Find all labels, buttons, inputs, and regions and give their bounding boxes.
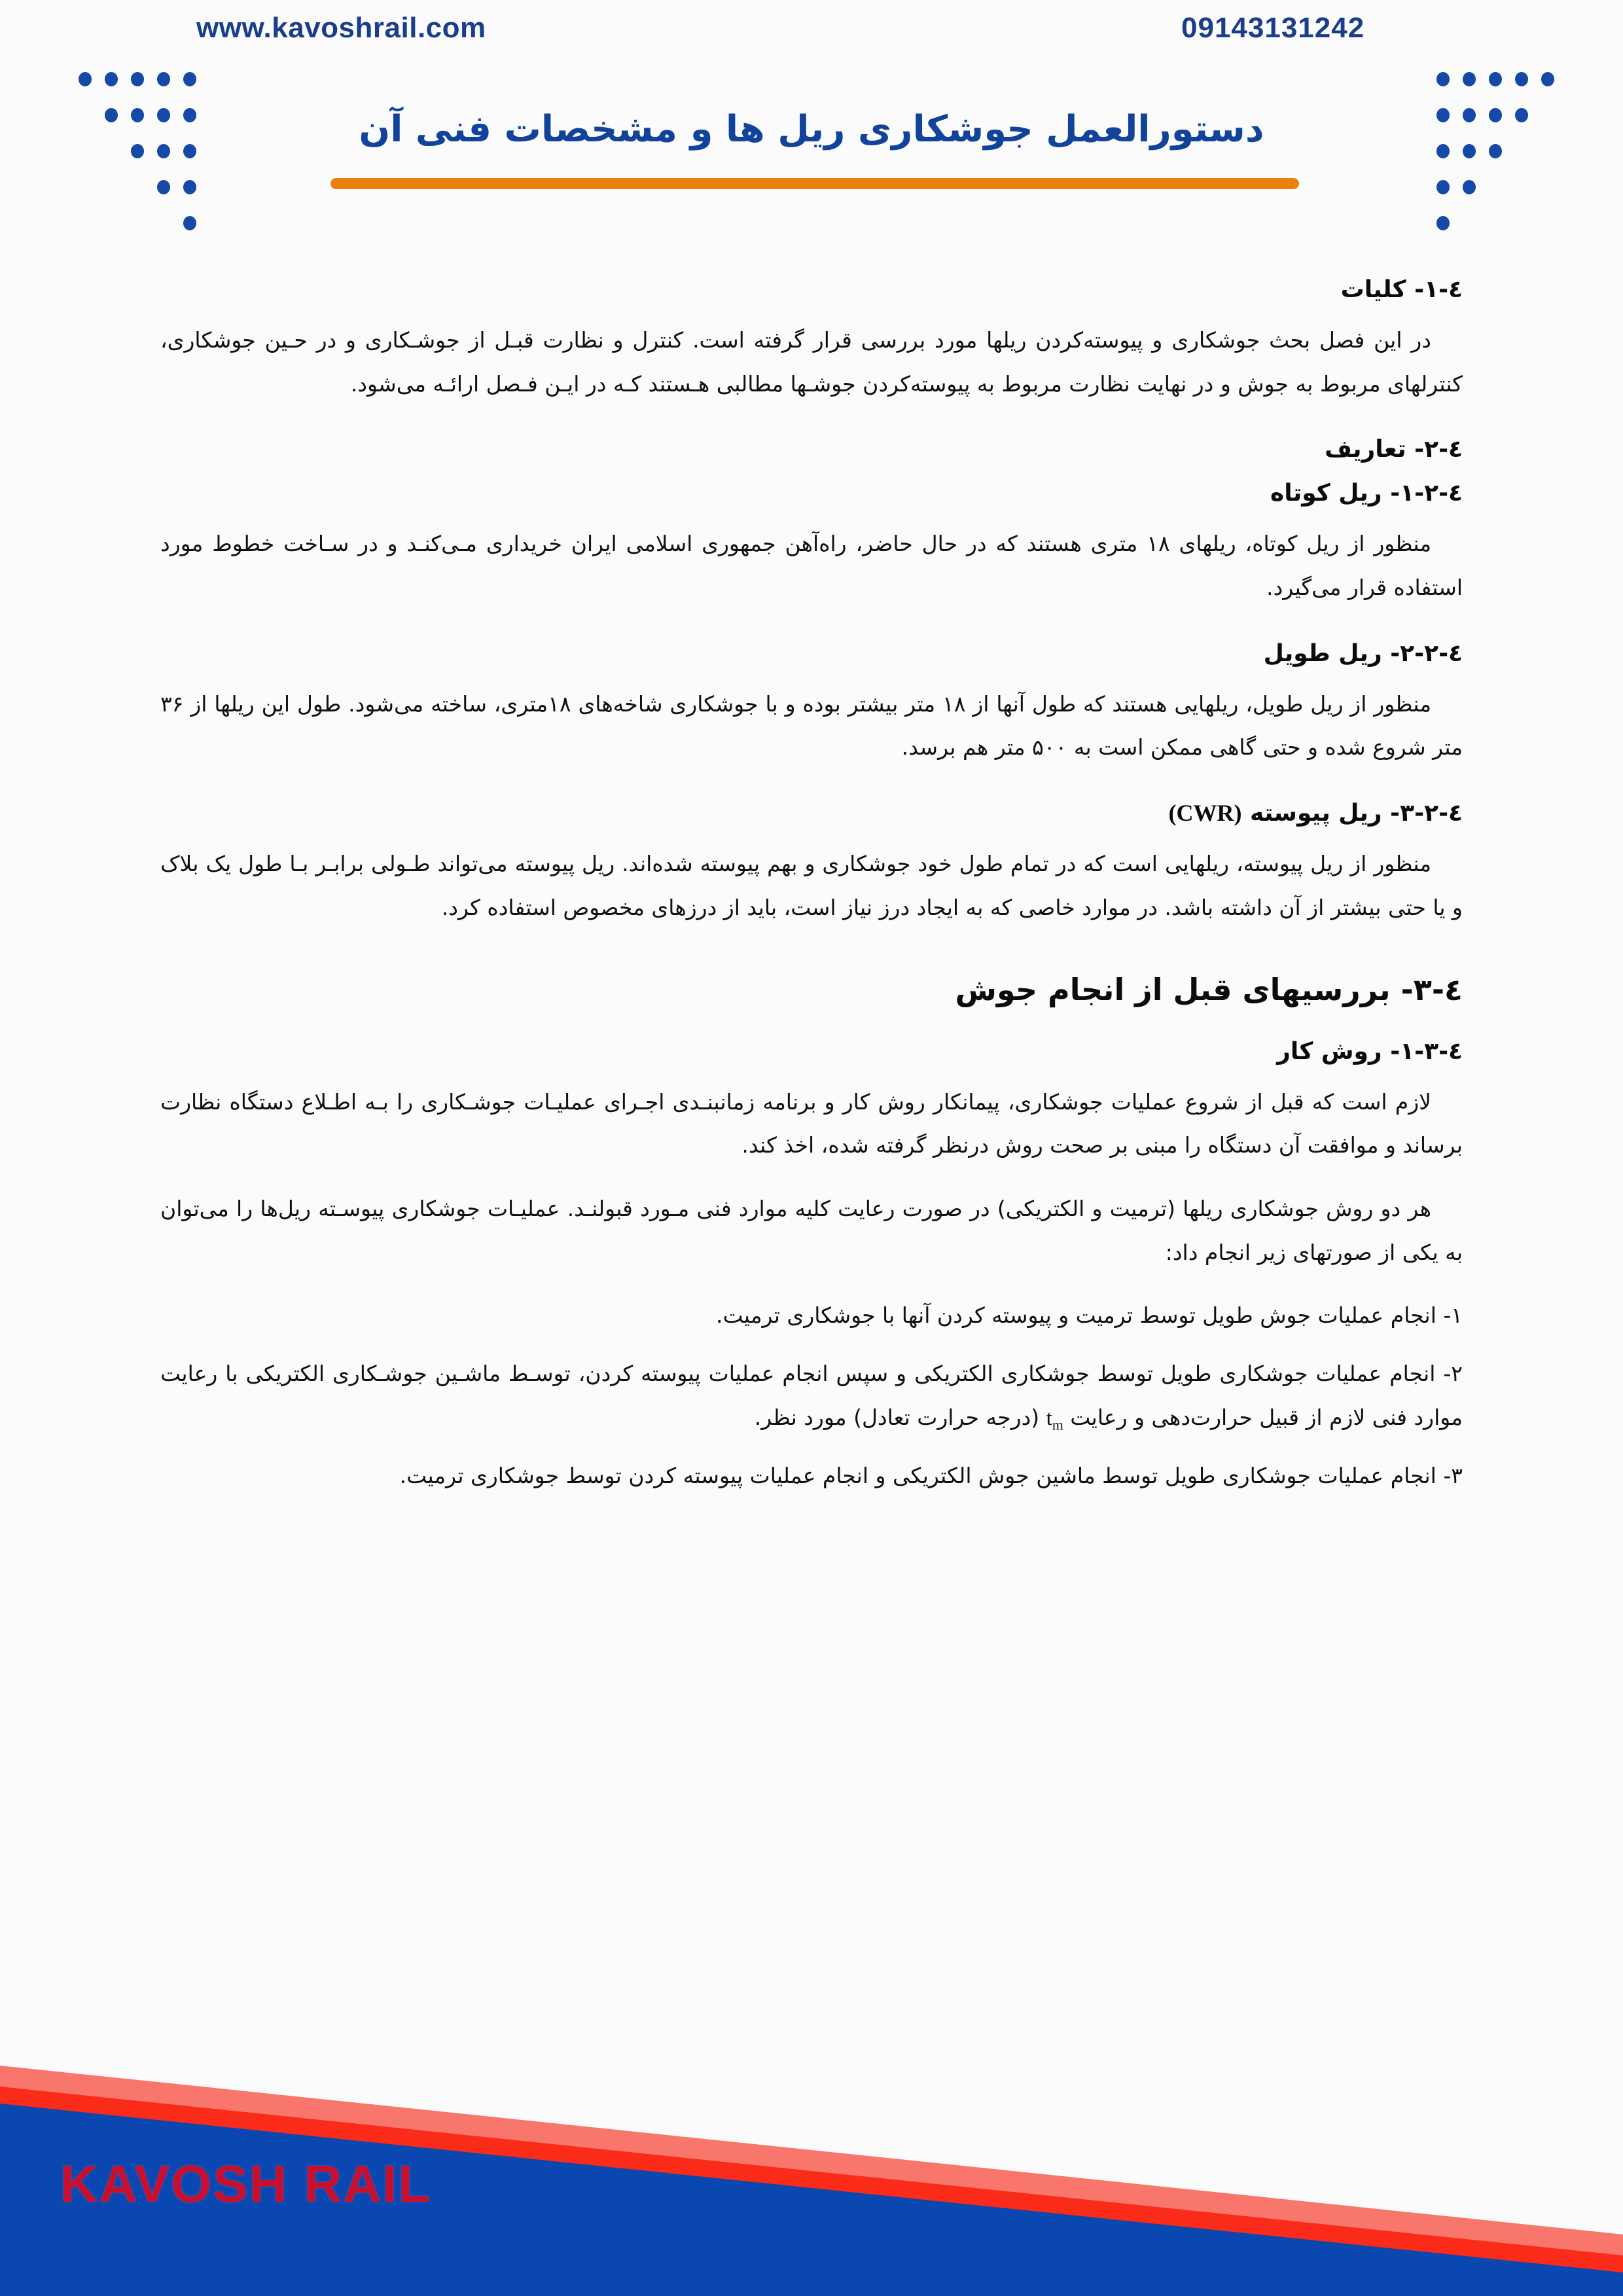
paragraph-4-1: در این فصل بحث جوشکاری و پیوسته‌کردن ریلها مورد بررسی قرار گرفته است. کنترل و نظارت قبـل از جوشـکاری و در حـین جوشکاری، کنترلهای مربوط به جوش و در نهایت نظارت مربوط به پیوسته‌کردن جوشـها مطالبی هـستند کـه در ایـن فـصل ارائـه می‌شود. [160,327,1463,397]
dot-row [1436,216,1600,252]
decorative-dots-left [33,72,196,252]
symbol-subscript: m [1052,1417,1063,1433]
list-item-text: انجام عملیات جوشکاری طویل توسط جوشکاری الکتریکی و سپس انجام عملیات پیوسته کردن، توسـط ماشـین جوشـکاری الکتریکی با رعایت موارد فنی لازم از قبیل حرارت‌دهی و رعایت [160,1361,1463,1430]
spacer [160,425,1463,435]
dot-icon [157,72,170,86]
dot-icon [1463,72,1476,86]
heading-4-2-3-abbr: (CWR) [1168,799,1242,826]
list-item-text: انجام عملیات جوشکاری طویل توسط ماشین جوش الکتریکی و انجام عملیات پیوسته کردن توسط جوشکاری ترمیت. [399,1463,1436,1489]
list-item-number: ۲- [1435,1361,1463,1387]
footer-brand-logo: KAVOSH RAIL [60,2155,432,2213]
paragraph-4-2-2: منظور از ریل طویل، ریلهایی هستند که طول آنها از ۱۸ متر بیشتر بوده و با جوشکاری شاخه‌های ۱۸متری، ساخته می‌شود. طول این ریلها از ۳۶ متر شروع شده و حتی گاهی ممکن است به ۵۰۰ متر هم برسد. [160,691,1463,761]
dot-row [33,216,196,252]
dot-icon [183,180,196,194]
spacer [160,630,1463,639]
footer-graphic [0,1995,1623,2296]
document-body [160,275,1463,1513]
dot-icon [157,180,170,194]
decorative-dots-right [1436,72,1600,252]
dot-icon [131,72,144,86]
title-underline-rule [330,178,1299,189]
dot-icon [183,216,196,230]
dot-icon [1436,180,1450,194]
welding-methods-list [160,1294,1463,1498]
heading-4-2-1-short-rail: ٤-٢-١- ریل کوتاه [1270,480,1463,507]
page-footer [0,1995,1623,2296]
paragraph-4-3-1-b: هر دو روش جوشکاری ریلها (ترمیت و الکتریکی) در صورت رعایت کلیه موارد فنی مـورد قبولنـد. عملیـات جوشکاری پیوسـته ریل‌ها را می‌توان به یکی از صورتهای زیر انجام داد: [160,1196,1463,1265]
heading-4-3-pre-weld-checks: ٤-٣- بررسیهای قبل از انجام جوش [955,972,1463,1008]
dot-icon [183,72,196,86]
dot-row [1436,72,1600,108]
dot-row [1436,180,1600,216]
heading-4-2-2-long-rail: ٤-٢-٢- ریل طویل [1263,639,1463,667]
header-phone-number[interactable]: 09143131242 [1181,12,1365,44]
heading-4-2-definitions: ٤-٢- تعاریف [1325,436,1463,463]
heading-4-1-generalities: ٤-١- کلیات [1340,276,1463,303]
list-item-number: ۱- [1436,1302,1463,1329]
spacer [160,949,1463,971]
dot-icon [1541,72,1554,86]
list-item [160,1294,1463,1338]
document-title: دستورالعمل جوشکاری ریل ها و مشخصات فنی آن [359,108,1264,151]
dot-icon [1515,72,1528,86]
spacer [160,1028,1463,1037]
list-item [160,1352,1463,1440]
list-item-text: انجام عملیات جوش طویل توسط ترمیت و پیوسته کردن آنها با جوشکاری ترمیت. [716,1302,1436,1329]
heading-4-2-3-label: ٤-٢-٣- ریل پیوسته [1250,799,1463,827]
list-item-text-tail: (درجه حرارت تعادل) مورد نظر. [754,1404,1046,1430]
heading-4-3-1-work-method: ٤-٣-١- روش کار [1277,1037,1463,1065]
dot-icon [1463,180,1476,194]
dot-icon [79,72,92,86]
dot-row [33,180,196,216]
dot-icon [1489,72,1502,86]
dot-row [33,72,196,108]
dot-icon [105,72,118,86]
list-item [160,1454,1463,1498]
list-item-number: ۳- [1436,1463,1463,1489]
dot-icon [1436,72,1450,86]
paragraph-4-2-1: منظور از ریل کوتاه، ریلهای ۱۸ متری هستند که در حال حاضر، راه‌آهن جمهوری اسلامی ایران خریداری مـی‌کنـد و در سـاخت خطوط مورد استفاده قرار می‌گیرد. [160,531,1463,600]
spacer [160,789,1463,798]
equilibrium-temperature-symbol: $t_m$ [1046,1406,1063,1433]
paragraph-4-3-1-a: لازم است که قبل از شروع عملیات جوشکاری، پیمانکار روش کار و برنامه زمانبنـدی اجـرای عملیـات جوشـکاری را بـه اطـلاع دستگاه نظارت برساند و موافقت آن دستگاه را مبنی بر صحت روش درنظر گرفته شده، اخذ کند. [160,1088,1463,1158]
heading-4-2-3-cwr [160,798,1463,828]
dot-icon [1436,216,1450,230]
paragraph-4-2-3: منظور از ریل پیوسته، ریلهایی است که در تمام طول خود جوشکاری و بهم پیوسته شده‌اند. ریل پیوسته می‌تواند طـولی برابـر بـا طول یک بلاک و یا حتی بیشتر از آن داشته باشد. در موارد خاصی که به ایجاد درز نیاز است، باید از درزهای مخصوص استفاده کرد. [160,850,1463,920]
header-website-url[interactable]: www.kavoshrail.com [196,12,486,44]
